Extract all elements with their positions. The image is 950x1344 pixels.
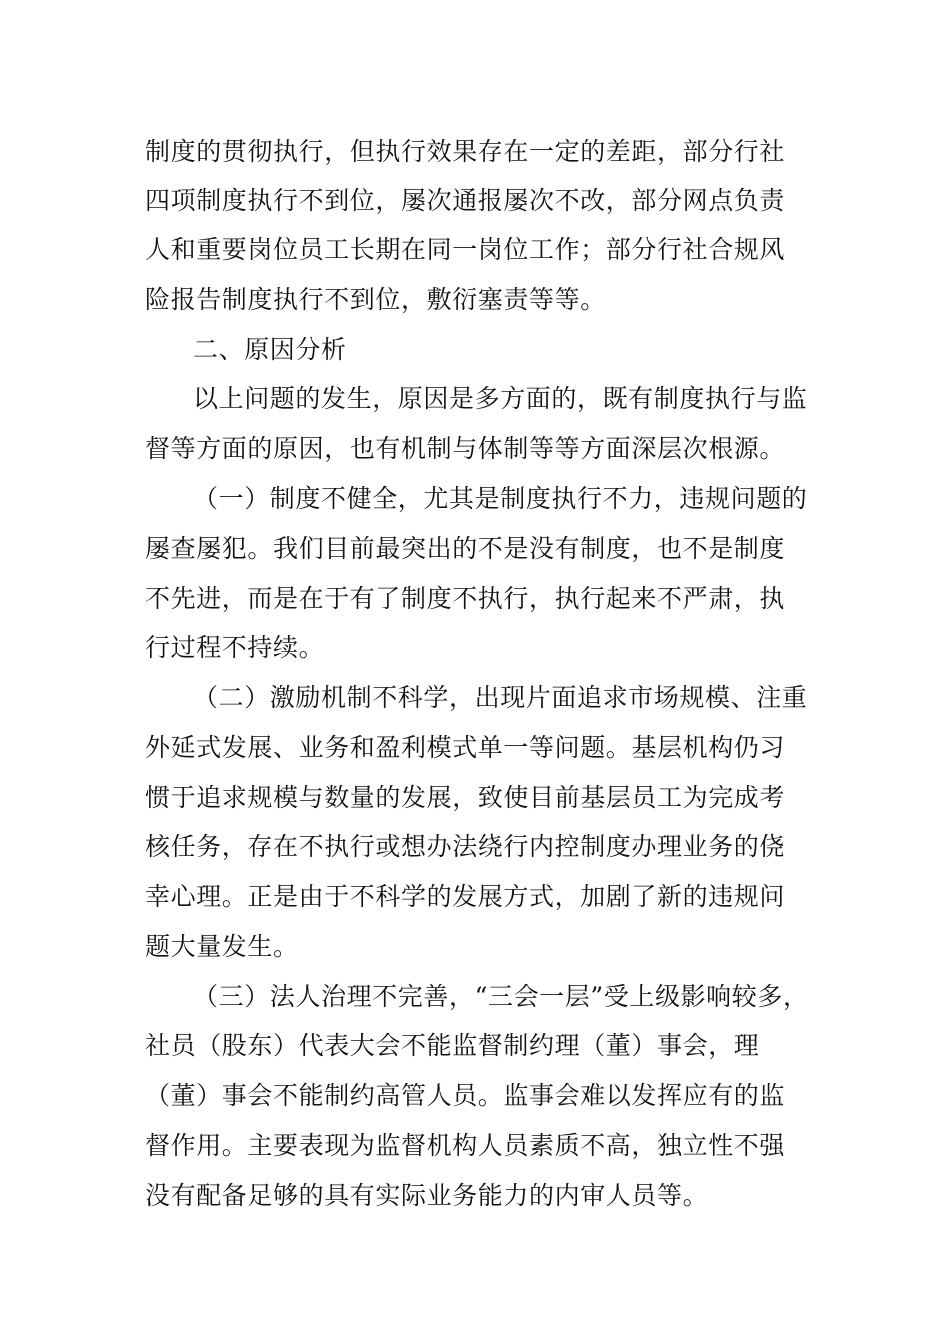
text-line: 屡查屡犯。我们目前最突出的不是没有制度，也不是制度	[145, 534, 786, 563]
text-line: 不先进，而是在于有了制度不执行，执行起来不严肃，执	[145, 584, 786, 613]
text-line: 题大量发生。	[145, 932, 299, 961]
text-line: （二）激励机制不科学，出现片面追求市场规模、注重	[193, 683, 808, 712]
text-line: 行过程不持续。	[145, 633, 325, 662]
text-line: 幸心理。正是由于不科学的发展方式，加剧了新的违规问	[145, 882, 786, 911]
text-line: （董）事会不能制约高管人员。监事会难以发挥应有的监	[145, 1081, 786, 1110]
text-line: 人和重要岗位员工长期在同一岗位工作；部分行社合规风	[145, 235, 786, 264]
text-line: （三）法人治理不完善，“三会一层”受上级影响较多，	[193, 982, 809, 1011]
text-line: 以上问题的发生，原因是多方面的，既有制度执行与监	[193, 384, 808, 413]
text-line: 四项制度执行不到位，屡次通报屡次不改，部分网点负责	[145, 186, 786, 215]
text-line: 督等方面的原因，也有机制与体制等等方面深层次根源。	[145, 434, 786, 463]
text-line: 督作用。主要表现为监督机构人员素质不高，独立性不强	[145, 1131, 786, 1160]
text-line: 制度的贯彻执行，但执行效果存在一定的差距，部分行社	[145, 137, 786, 166]
section-heading: 二、原因分析	[193, 335, 347, 364]
text-line: 没有配备足够的具有实际业务能力的内审人员等。	[145, 1181, 709, 1210]
text-line: 惯于追求规模与数量的发展，致使目前基层员工为完成考	[145, 783, 786, 812]
text-line: 社员（股东）代表大会不能监督制约理（董）事会，理	[145, 1031, 760, 1060]
text-line: 险报告制度执行不到位，敷衍塞责等等。	[145, 285, 606, 314]
text-line: （一）制度不健全，尤其是制度执行不力，违规问题的	[193, 484, 808, 513]
text-line: 外延式发展、业务和盈利模式单一等问题。基层机构仍习	[145, 733, 786, 762]
text-line: 核任务，存在不执行或想办法绕行内控制度办理业务的侥	[145, 832, 786, 861]
